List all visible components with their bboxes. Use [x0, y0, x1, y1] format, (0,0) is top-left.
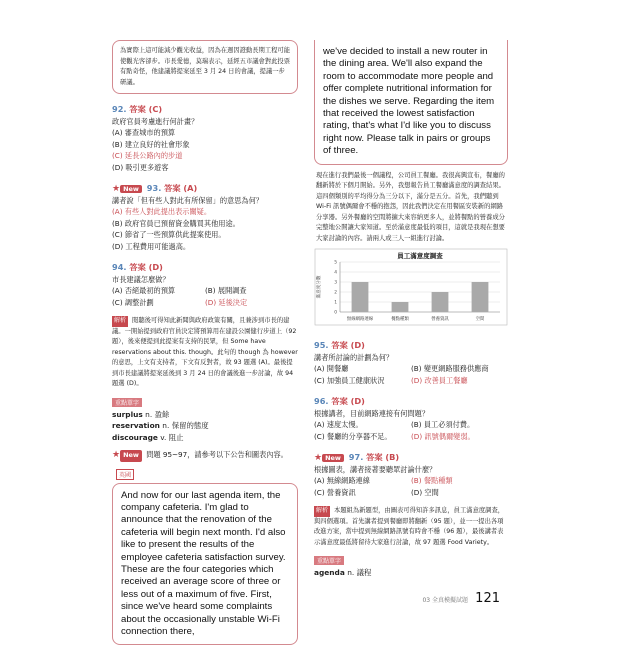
q92-options: [112, 127, 298, 173]
q97-options: [314, 475, 508, 498]
q97-answer: 答案 (B): [366, 452, 399, 462]
q96-number: 96.: [314, 396, 329, 406]
q95-number: 95.: [314, 340, 329, 350]
chart-title: 員工滿意度調查: [397, 251, 443, 260]
page-number: [422, 591, 500, 606]
q94-option-c: (C) 調整計劃: [112, 297, 205, 309]
english-script-right: [314, 40, 508, 165]
left-column: [112, 40, 298, 645]
explain-text: 本題組為新題型，由圖表可得知許多訊息，員工滿意度調查，與四個選項。首先講者提到餐廳即將翻新（95 題），並一一提出各項改進方案，當中提到無線網路訊號有時會不穩（96 題），最後講者表示滿意度最低將留待大家進行討論，故 97 題選 Food Variety。: [314, 507, 504, 546]
vocab-block: [112, 390, 298, 444]
y-tick-label: 3: [334, 280, 337, 286]
explanation-92-94: [112, 316, 298, 390]
y-tick-label: 4: [334, 270, 337, 276]
q94-option-a: (A) 否絕最初的預算: [112, 285, 205, 297]
vocab-word: agenda: [314, 568, 345, 577]
vocab-word: reservation: [112, 421, 160, 430]
q93-answer: 答案 (A): [164, 183, 197, 193]
book-page: [112, 40, 508, 620]
question-97: [314, 452, 508, 498]
q95-option-c: (C) 加強員工健康狀況: [314, 375, 411, 387]
vocab-block: [314, 548, 508, 579]
vocab-tag: 重點單字: [314, 556, 344, 565]
vocab-item: [112, 432, 298, 444]
vocab-word: discourage: [112, 433, 158, 442]
q95-option-a: (A) 開餐廳: [314, 363, 411, 375]
translation-text: 現在進行我們最後一個議程，公司員工餐廳。我很高興宣布，餐廳的翻新將於下個月開始。另外，我想報告員工餐廳滿意度的調查結果。這四個類別的平均得分為三分以下，滿分是五分。首先，我們聽到 Wi-Fi 訊號偶爾會不穩的抱怨，因此我們決定在用餐區安裝新的網路分享器。另外餐廳的空間將擴大來容納更多人，並將餐點的營養成分完整地公開讓大家知道。至於滿意度最低的項目，這就是我現在想要大家討論的內容。請兩人或三人一組進行討論。: [314, 171, 508, 245]
q92-stem: 政府官員考慮進行何計畫？: [112, 116, 298, 127]
vocab-word: surplus: [112, 410, 143, 419]
vocab-pos: n.: [162, 421, 169, 430]
english-text: And now for our last agenda item, the company cafeteria. I'm glad to announce that the renovation of the cafeteria will begin next month. I'd also like to present the results of the employee cafeteria satisfaction survey. These are the four categories which received an average score of three or less out of a maximum of five. First, since we've heard some complaints about the occasionally unstable Wi-Fi connection there,: [121, 490, 286, 637]
y-tick-label: 0: [334, 310, 337, 316]
q94-stem: 市長建議怎麼做？: [112, 274, 298, 285]
bar: [472, 282, 489, 312]
q95-options: [314, 363, 508, 386]
q95-97-intro: [112, 449, 298, 462]
x-tick-label: 空間: [476, 315, 485, 322]
q95-answer: 答案 (D): [331, 340, 365, 350]
english-script-left: [112, 483, 298, 645]
question-96: [314, 396, 508, 442]
vocab-pos: n.: [145, 410, 152, 419]
vocab-item: [314, 567, 508, 579]
star-icon: ★: [112, 184, 120, 194]
vocab-tag: 重點單字: [112, 398, 142, 407]
y-axis-label: 滿意度分數: [315, 275, 322, 298]
q96-answer: 答案 (D): [331, 396, 365, 406]
q94-answer: 答案 (D): [129, 262, 163, 272]
new-badge: New: [120, 450, 142, 462]
q96-option-b: (B) 員工必須付費。: [411, 419, 508, 431]
q93-option-b: (B) 政府官員已預留資金購買其他用途。: [112, 218, 298, 230]
bar-chart: [314, 248, 508, 326]
new-badge: New: [322, 454, 344, 462]
q97-stem: 根據圖表，講者接著要聽眾討論什麼？: [314, 464, 508, 475]
english-text: we've decided to install a new router in the dining area. We'll also expand the room to accommodate more people and offer complete nutritional information for the dishes we serve. Regarding the item that received the lowest satisfaction rating, that's what I'd like you to discuss right now. Please talk in pairs or groups of three.: [323, 46, 494, 156]
q97-option-c: (C) 營養資訊: [314, 487, 411, 499]
vocab-meaning: 盈餘: [155, 410, 170, 419]
right-column: [314, 40, 508, 579]
y-tick-label: 5: [334, 260, 337, 266]
q93-option-c: (C) 節省了一些預算供此提案使用。: [112, 229, 298, 241]
q94-options: [112, 285, 298, 308]
q93-option-a: (A) 有些人對此提出表示關疑。: [112, 206, 298, 218]
q97-option-d: (D) 空間: [411, 487, 508, 499]
vocab-pos: n.: [347, 568, 354, 577]
section-label: 03 全真模擬試題: [422, 597, 468, 604]
q96-options: [314, 419, 508, 442]
bar: [432, 292, 449, 312]
x-tick-label: 無線網路連線: [347, 315, 374, 322]
accent-tag: 英國: [116, 469, 134, 480]
q92-option-a: (A) 審查城市的預算: [112, 127, 298, 139]
q94-option-d: (D) 延後決定: [205, 297, 298, 309]
q94-option-b: (B) 展開調查: [205, 285, 298, 297]
q93-options: [112, 206, 298, 252]
star-icon: ★: [314, 453, 322, 463]
x-tick-label: 營養資訊: [431, 315, 449, 322]
bar: [352, 282, 369, 312]
star-icon: ★: [112, 450, 120, 460]
explain-tag: 解析: [112, 316, 128, 327]
q92-number: 92.: [112, 104, 127, 114]
q92-option-b: (B) 建立良好的社會形象: [112, 139, 298, 151]
vocab-meaning: 保留的態度: [172, 421, 209, 430]
q97-option-b: (B) 餐點種類: [411, 475, 508, 487]
question-93: [112, 183, 298, 252]
explanation-95-97: [314, 506, 508, 548]
page-number-value: 121: [475, 591, 500, 606]
y-tick-label: 1: [334, 300, 337, 306]
q96-option-a: (A) 速度太慢。: [314, 419, 411, 431]
new-badge: New: [120, 185, 142, 193]
vocab-item: [112, 409, 298, 421]
q95-option-d: (D) 改善員工餐廳: [411, 375, 508, 387]
q96-option-d: (D) 訊號偶爾變弱。: [411, 431, 508, 443]
q93-stem: 講者說「但有些人對此有所保留」的意思為何？: [112, 195, 298, 206]
x-tick-label: 餐點種類: [391, 315, 409, 322]
q97-option-a: (A) 無線網路連線: [314, 475, 411, 487]
explain-tag: 解析: [314, 506, 330, 517]
q93-number: 93.: [147, 183, 162, 193]
q92-option-c: (C) 延長公路內的步道: [112, 150, 298, 162]
q92-answer: 答案 (C): [129, 104, 162, 114]
vocab-pos: v.: [160, 433, 166, 442]
q95-option-b: (B) 變更網路服務供應商: [411, 363, 508, 375]
q92-option-d: (D) 吸引更多遊客: [112, 162, 298, 174]
question-92: [112, 104, 298, 173]
q94-number: 94.: [112, 262, 127, 272]
explain-text: 閱聽後可得知此新聞與政府政策有關，且兼涉到市長的建議。一開始提到政府官員決定將預算用在建設公園健行步道上（92 題），後來便提到此提案有支持的民眾，但 Some have reservations about this. though。此句的 though 為 however 的意思，上文有支持者，下文有反對者，故 93 題選 (A)。最後提到市長建議將提案延後到 3 月 24 日的會議後進一步討論，故 94 題選 (D)。: [112, 317, 298, 387]
q93-option-d: (D) 工程費用可能過高。: [112, 241, 298, 253]
q96-option-c: (C) 餐廳的分享器不足。: [314, 431, 411, 443]
vocab-meaning: 議程: [357, 568, 372, 577]
y-tick-label: 2: [334, 290, 337, 296]
vocab-meaning: 阻止: [169, 433, 184, 442]
top-passage-box: [112, 40, 298, 94]
intro-text: 問題 95~97，請參考以下公告和圖表內容。: [146, 450, 288, 459]
question-95: [314, 340, 508, 386]
q96-stem: 根據講者，目前網路連接有何問題？: [314, 408, 508, 419]
vocab-item: [112, 420, 298, 432]
question-94: [112, 262, 298, 308]
top-passage-text: 為實際上這可能減少觀光收益，因為在週因證動長期工程可能使觀光客卻步。市長愛德，莫瑞表示，延經五市議會對此投票有點奇怪，他建議將提案延至 3 月 24 日的會議，提議一步研議。: [120, 47, 290, 86]
q95-stem: 講者所討論的計劃為何？: [314, 352, 508, 363]
q97-number: 97.: [349, 452, 364, 462]
bar: [392, 302, 409, 312]
satisfaction-chart: [314, 248, 508, 330]
